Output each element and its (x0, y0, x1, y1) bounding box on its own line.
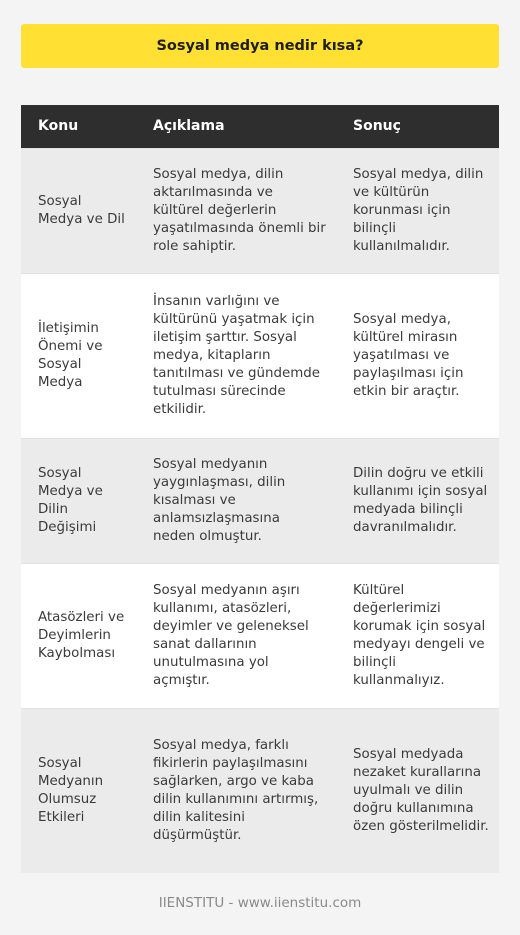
cell-sonuc: Kültürel değerlerimizi korumak için sosyal medyayı dengeli ve bilinçli kullanmalıyız. (336, 563, 499, 708)
cell-aciklama: Sosyal medyanın aşırı kullanımı, atasözleri, deyimler ve geleneksel sanat dallarının unutulmasına yol açmıştır. (136, 563, 336, 708)
cell-sonuc: Sosyal medyada nezaket kurallarına uyulmalı ve dilin doğru kullanımına özen gösterilmelidir. (336, 708, 499, 873)
content-table (21, 105, 499, 873)
cell-konu: Sosyal Medyanın Olumsuz Etkileri (21, 708, 136, 873)
page-title: Sosyal medya nedir kısa? (156, 38, 364, 54)
footer-credit: IIENSTITU - www.iienstitu.com (158, 895, 362, 911)
cell-sonuc: Sosyal medya, dilin ve kültürün korunması için bilinçli kullanılmalıdır. (336, 148, 499, 273)
cell-aciklama: Sosyal medya, dilin aktarılmasında ve kültürel değerlerin yaşatılmasında önemli bir role sahiptir. (136, 148, 336, 273)
cell-aciklama: Sosyal medyanın yaygınlaşması, dilin kısalması ve anlamsızlaşmasına neden olmuştur. (136, 438, 336, 563)
header-aciklama: Açıklama (136, 105, 336, 148)
cell-sonuc: Sosyal medya, kültürel mirasın yaşatılması ve paylaşılması için etkin bir araçtır. (336, 273, 499, 438)
table-row (21, 708, 499, 873)
table-header-row (21, 105, 499, 148)
cell-sonuc: Dilin doğru ve etkili kullanımı için sosyal medyada bilinçli davranılmalıdır. (336, 438, 499, 563)
cell-aciklama: Sosyal medya, farklı fikirlerin paylaşılmasını sağlarken, argo ve kaba dilin kullanımını artırmış, dilin kalitesini düşürmüştür. (136, 708, 336, 873)
cell-konu: Atasözleri ve Deyimlerin Kaybolması (21, 563, 136, 708)
table-row (21, 273, 499, 438)
table-row (21, 438, 499, 563)
header-sonuc: Sonuç (336, 105, 499, 148)
cell-konu: İletişimin Önemi ve Sosyal Medya (21, 273, 136, 438)
header-konu: Konu (21, 105, 136, 148)
cell-konu: Sosyal Medya ve Dilin Değişimi (21, 438, 136, 563)
cell-konu: Sosyal Medya ve Dil (21, 148, 136, 273)
title-banner (21, 24, 499, 68)
table-row (21, 148, 499, 273)
cell-aciklama: İnsanın varlığını ve kültürünü yaşatmak için iletişim şarttır. Sosyal medya, kitapların tanıtılması ve gündemde tutulması sürecinde etkilidir. (136, 273, 336, 438)
table-row (21, 563, 499, 708)
